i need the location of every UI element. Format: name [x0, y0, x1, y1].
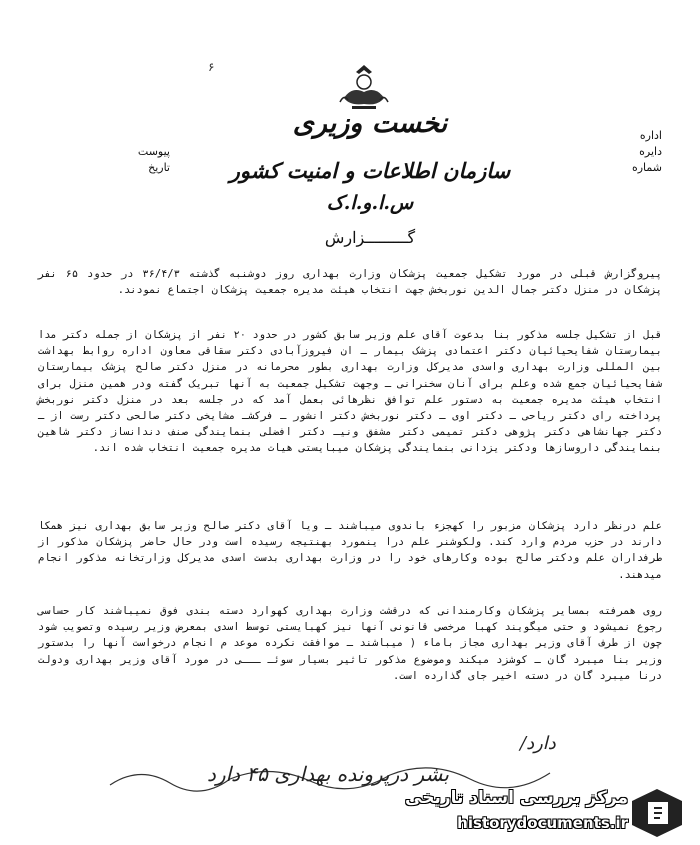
handwritten-note: بشر درپرونده بهداری ۴۵ دارد	[207, 762, 449, 786]
corner-mark: ۶	[208, 60, 215, 74]
meta-field-date	[70, 160, 170, 176]
meta-fields-left	[70, 144, 170, 176]
meta-field-number	[572, 160, 662, 176]
report-label: گـــــــــزارش	[324, 228, 416, 247]
meta-field-department	[572, 144, 662, 160]
meta-fields-right	[572, 128, 662, 176]
handwritten-signature: دارد/	[520, 733, 556, 754]
meta-label: دایره	[639, 145, 662, 158]
meta-field-attachment	[70, 144, 170, 160]
report-paragraph-2: قبل از تشکیل جلسه مذکور بنا بدعوت آقای علم وزیر سابق کشور در حدود ۲۰ نفر از پزشکان از جمله دکتر مدا بیمارستان شفایحیائیان دکتر اعتمادی پزشک بیمار ـ ان فیروزآبادی دکتر سقاقی معاون اداره روابط بهداشت بین المللی وزارت بهداری واسدی مدیرکل وزارت بهداری بطور محرمانه در منزل دکتر صالح پزشک بیمارستان شفایحیائیان جمع شده وعلم برای آنان سخنرانی ـ وجهت تشکیل جمعیت به آنها تبریک گفته ودر همین منزل برای انتخاب هیئت مدیره جمعیت به دستور علم توافق نظرهائی بعمل آمد که در جلسه بعد در منزل دکتر نوربخش پرداخته رای دکتر ریاحی ـ دکتر اوی ـ دکتر نوربخش دکتر انشور ـ فرکشـ مشایخی دکتر صالحی دکتر رست از ـ دکتر جهانشاهی دکتر پژوهی دکتر تمیمی دکتر مشفق ونیـ دکتر افضلی بنمایندگی صنف دندانساز دکتر شاهین بنمایندگی داروسازها ودکتر یزدانی بنمایندگی پزشکان میبایستی هیات مدیره جمعیت انتخاب شده اند.	[38, 329, 662, 455]
archive-logo-icon	[628, 786, 686, 840]
organization-name: سازمان اطلاعات و امنیت کشور	[229, 158, 511, 183]
meta-field-office	[572, 128, 662, 144]
report-paragraph-4: روی همرفته بمسایر پزشکان وکارمندانی که درقشت وزارت بهداری کهوارد دسته بندی فوق نمیباشند کار حساسی رجوع نمیشود و حتی میگویند کهبا مرخصی قانونی آنها نیز کهبایستی توسط اسدی بمعرض وزیر رسیده وتصویب شود چون از طرف آقای وزیر بهداری مجاز باماء ( میباشند ـ موافقت نکرده موعد م انجام درخواست آنها را بدستور وزیر بنا میبرد گان ـ کوشزد میکند وموضوع مذکور تاثیر بسیار سوئـ ـــی در مورد آقای وزیر بهداری ودولت درنا میبرد گان در دسته اخیر جای گذارده است.	[38, 605, 662, 682]
office-title: نخست وزیری	[292, 108, 448, 139]
report-paragraph-1: پیروگزارش قبلی در مورد تشکیل جمعیت پزشکان وزارت بهداری روز دوشنبه گذشته ۳۶/۴/۳ در حدود ۶۵ نفر پزشکان در منزل دکتر جمال الدین نوربخش جهت انتخاب هیئت مدیره جمعیت پزشکان اجتماع نمودند.	[38, 268, 662, 297]
organization-abbreviation: س.ا.و.ا.ک	[326, 192, 414, 214]
report-paragraph-3: علم درنظر دارد پزشکان مزبور را کهجزء باندوی میباشند ـ ویا آقای دکتر صالح وزیر سابق بهداری نیز همکا دارند در حزب مردم وارد کند. ولکوشنر علم درا ینمورد بهنتیجه رسیده است ودر حال حاضر پزشکان مذکور از طرفداران علم ودکتر صالح بوده وکارهای خود را در وزارت بهداری بدست اسدی مدیرکل وزارتخانه مذکور انجام میدهند.	[38, 520, 662, 581]
meta-label: شماره	[631, 161, 662, 174]
watermark-archive-name: مرکز بررسی اسناد تاریخی	[405, 788, 628, 808]
meta-label: تاریخ	[148, 161, 170, 174]
watermark-website: historydocuments.ir	[457, 814, 628, 832]
meta-label: اداره	[639, 129, 662, 142]
meta-label: پیوست	[137, 145, 170, 158]
lion-and-sun-emblem-icon	[334, 62, 394, 112]
